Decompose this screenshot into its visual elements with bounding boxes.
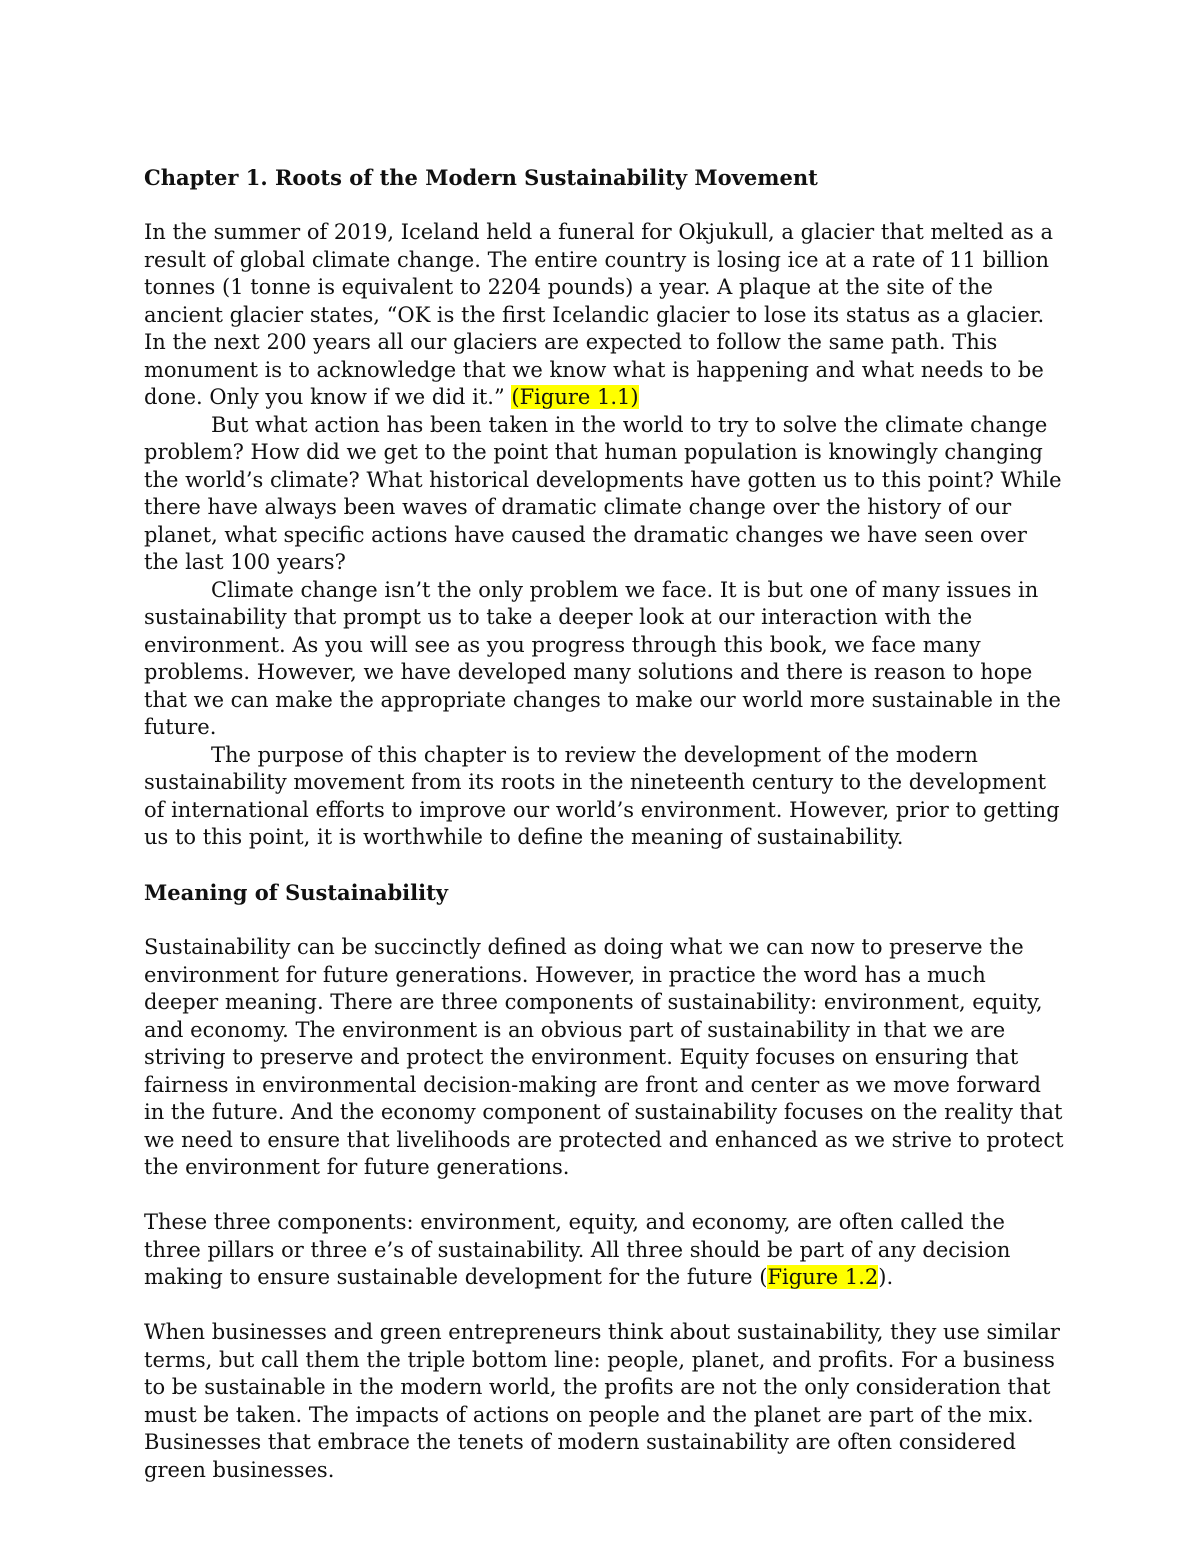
figure-1-2-reference: Figure 1.2 bbox=[767, 1265, 879, 1289]
paragraph-three-pillars bbox=[144, 1209, 1064, 1292]
figure-1-1-reference: (Figure 1.1) bbox=[511, 385, 639, 409]
document-body bbox=[144, 164, 1064, 1484]
paragraph-intro bbox=[144, 219, 1064, 412]
paragraph-triple-bottom-line: When businesses and green entrepreneurs think about sustainability, they use similar terms, but call them the triple bottom line: people, planet, and profits. For a business to be sustainable in the modern world, the profits are not the only consideration that must be taken. The impacts of actions on people and the planet are part of the mix. Businesses that embrace the tenets of modern sustainability are often considered green businesses. bbox=[144, 1320, 1060, 1482]
paragraph-three-pillars-end: ). bbox=[878, 1265, 894, 1289]
section-title: Meaning of Sustainability bbox=[144, 880, 449, 905]
chapter-title: Chapter 1. Roots of the Modern Sustainability Movement bbox=[144, 165, 818, 190]
paragraph-chapter-purpose: The purpose of this chapter is to review the development of the modern sustainability movement from its roots in the nineteenth century to the development of international efforts to improve our world’s environment. However, prior to getting us to this point, it is worthwhile to define the meaning of sustainability. bbox=[144, 742, 1060, 849]
paragraph-definition: Sustainability can be succinctly defined as doing what we can now to preserve the environment for future generations. However, in practice the word has a much deeper meaning. There are three components of sustainability: environment, equity, and economy. The environment is an obvious part of sustainability in that we are striving to preserve and protect the environment. Equity focuses on ensuring that fairness in environmental decision-making are front and center as we move forward in the future. And the economy component of sustainability focuses on the reality that we need to ensure that livelihoods are protected and enhanced as we strive to protect the environment for future generations. bbox=[144, 935, 1064, 1179]
paragraph-three-pillars-text: These three components: environment, equity, and economy, are often called the three pillars or three e’s of sustainability. All three should be part of any decision making to ensure sustainable development for the future ( bbox=[144, 1210, 1011, 1289]
paragraph-other-problems: Climate change isn’t the only problem we face. It is but one of many issues in sustainability that prompt us to take a deeper look at our interaction with the environment. As you will see as you progress through this book, we face many problems. However, we have developed many solutions and there is reason to hope that we can make the appropriate changes to make our world more sustainable in the future. bbox=[144, 577, 1061, 739]
paragraph-climate-question: But what action has been taken in the world to try to solve the climate change problem? How did we get to the point that human population is knowingly changing the world’s climate? What historical developments have gotten us to this point? While there have always been waves of dramatic climate change over the history of our planet, what specific actions have caused the dramatic changes we have seen over the last 100 years? bbox=[144, 412, 1062, 574]
paragraph-intro-text: In the summer of 2019, Iceland held a funeral for Okjukull, a glacier that melted as a result of global climate change. The entire country is losing ice at a rate of 11 billion tonnes (1 tonne is equivalent to 2204 pounds) a year. A plaque at the site of the ancient glacier states, “OK is the first Icelandic glacier to lose its status as a glacier. In the next 200 years all our glaciers are expected to follow the same path. This monument is to acknowledge that we know what is happening and what needs to be done. Only you know if we did it.” bbox=[144, 220, 1054, 409]
